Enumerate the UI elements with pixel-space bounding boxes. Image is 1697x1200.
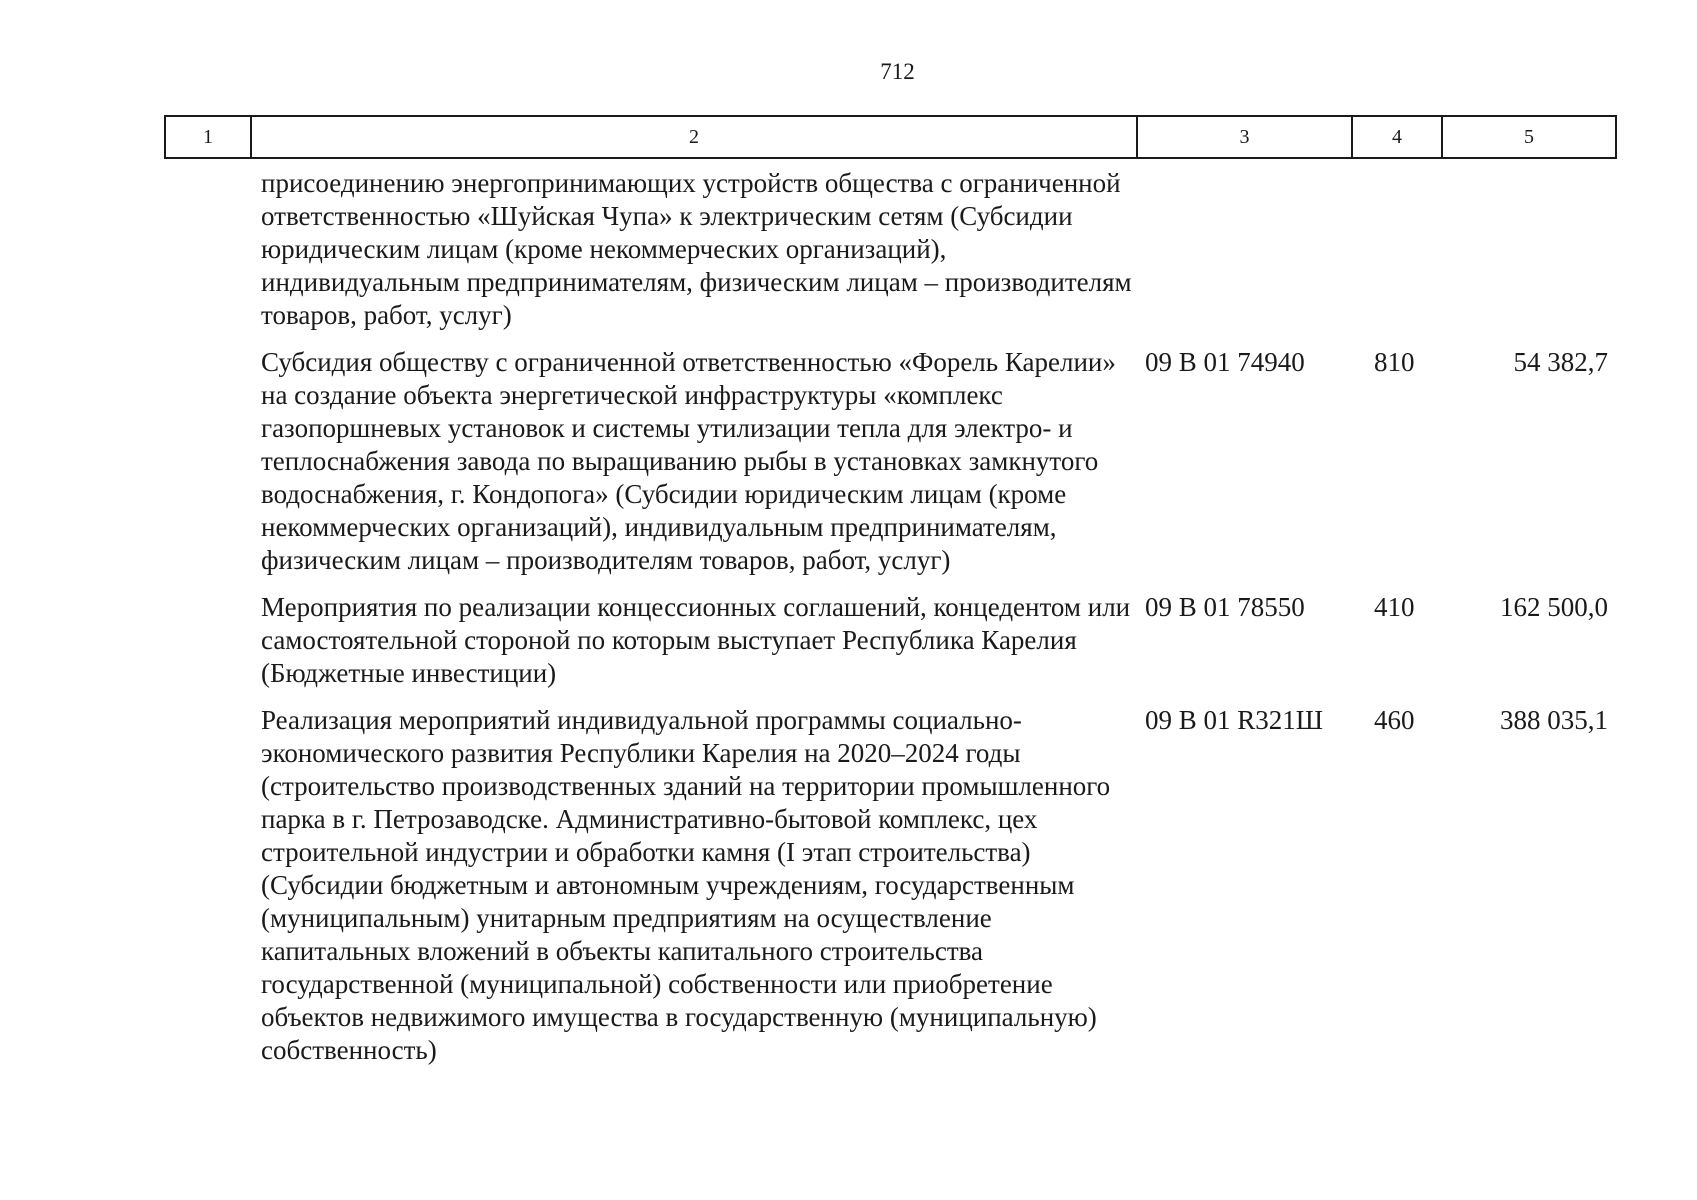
header-row xyxy=(165,116,1616,158)
row-description: Реализация мероприятий индивидуальной программы социально-экономического развития Республики Карелия на 2020–2024 годы (строительство производственных зданий на территории промышленного парка в г. Петрозаводске. Административно-бытовой комплекс, цех строительной индустрии и обработки камня (I этап строительства) (Субсидии бюджетным и автономным учреждениям, государственным (муниципальным) унитарным предприятиям на осуществление капитальных вложений в объекты капитального строительства государственной (муниципальной) собственности или приобретение объектов недвижимого имущества в государственную (муниципальную) собственность) xyxy=(261,705,1111,1065)
table-row xyxy=(165,577,1616,690)
empty-cell xyxy=(165,332,251,577)
row-type: 460 xyxy=(1374,705,1415,735)
row-amount: 388 035,1 xyxy=(1500,705,1608,735)
empty-cell xyxy=(165,158,251,332)
row-code: 09 В 01 74940 xyxy=(1145,347,1305,377)
empty-cell xyxy=(165,690,251,1067)
row-code: 09 В 01 78550 xyxy=(1145,592,1305,622)
row-amount: 54 382,7 xyxy=(1513,347,1608,377)
table-header xyxy=(165,116,1616,158)
row-description: Субсидия обществу с ограниченной ответственностью «Форель Карелии» на создание объекта энергетической инфраструктуры «комплекс газопоршневых установок и системы утилизации тепла для электро- и теплоснабжения завода по выращиванию рыбы в установках замкнутого водоснабжения, г. Кондопога» (Субсидии юридическим лицам (кроме некоммерческих организаций), индивидуальным предпринимателям, физическим лицам – производителям товаров, работ, услуг) xyxy=(261,347,1116,575)
page-number: 712 xyxy=(880,59,915,84)
column-header-2: 2 xyxy=(251,116,1137,158)
table-body xyxy=(165,158,1616,1067)
column-header-3: 3 xyxy=(1137,116,1352,158)
row-code xyxy=(1137,158,1352,332)
row-type: 810 xyxy=(1374,347,1415,377)
row-description: присоединению энергопринимающих устройств общества с ограниченной ответственностью «Шуйская Чупа» к электрическим сетям (Субсидии юридическим лицам (кроме некоммерческих организаций), индивидуальным предпринимателям, физическим лицам – производителям товаров, работ, услуг) xyxy=(261,168,1132,330)
row-type: 410 xyxy=(1374,592,1415,622)
table-row xyxy=(165,690,1616,1067)
table-row xyxy=(165,332,1616,577)
row-type xyxy=(1352,158,1442,332)
row-description: Мероприятия по реализации концессионных соглашений, концедентом или самостоятельной стороной по которым выступает Республика Карелия (Бюджетные инвестиции) xyxy=(261,592,1131,688)
column-header-1: 1 xyxy=(165,116,251,158)
column-header-5: 5 xyxy=(1442,116,1616,158)
table-row xyxy=(165,158,1616,332)
column-header-4: 4 xyxy=(1352,116,1442,158)
row-amount xyxy=(1442,158,1616,332)
empty-cell xyxy=(165,577,251,690)
budget-table xyxy=(164,115,1617,1067)
row-amount: 162 500,0 xyxy=(1500,592,1608,622)
row-code: 09 В 01 R321Ш xyxy=(1145,705,1324,735)
